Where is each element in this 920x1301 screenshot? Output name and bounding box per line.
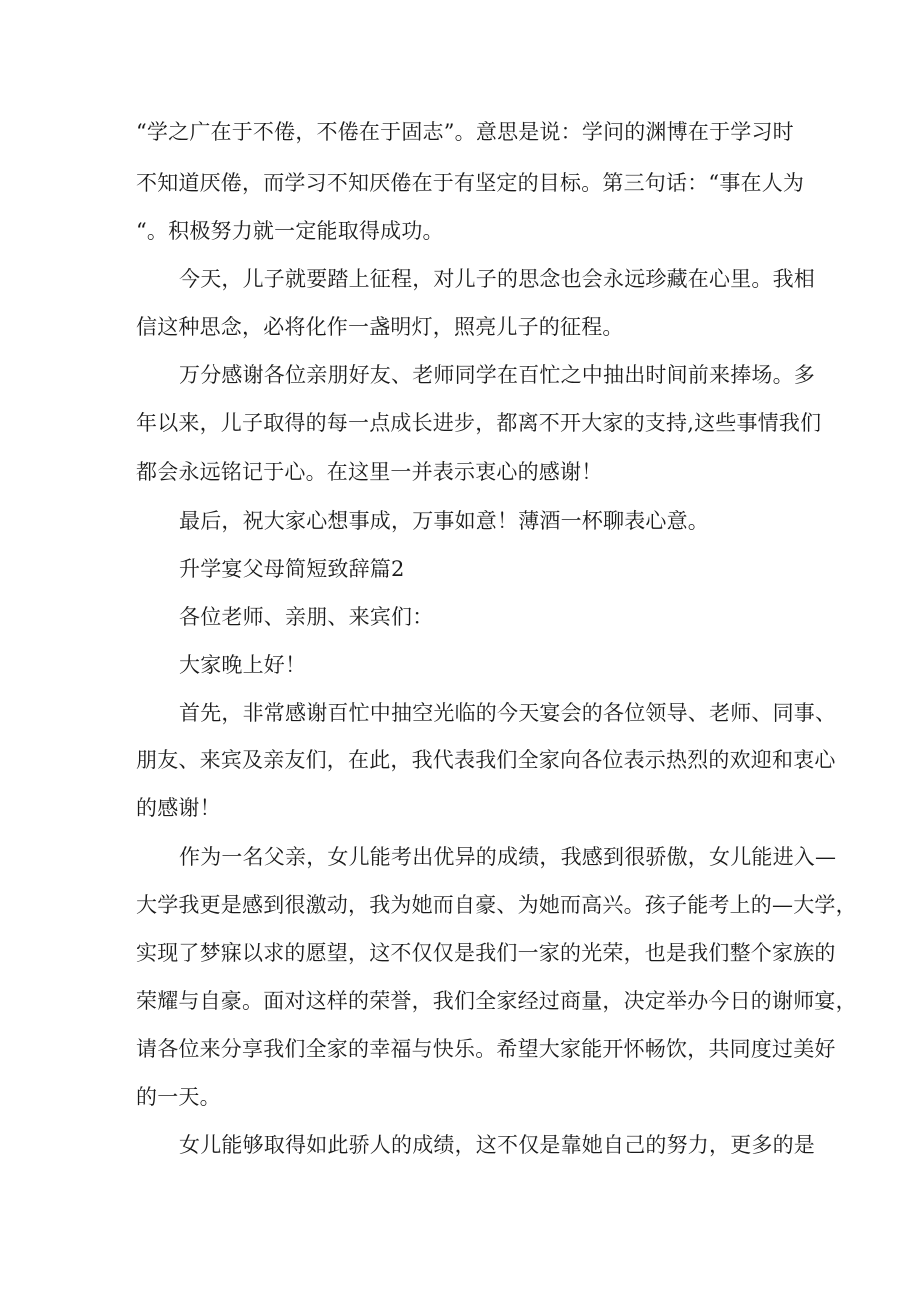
text-line-5: 信这种思念，必将化作一盏明灯，照亮儿子的征程。 xyxy=(136,315,624,339)
text-line-13: 首先，非常感谢百忙中抽空光临的今天宴会的各位领导、老师、同事、 xyxy=(179,701,837,725)
text-line-9: 最后，祝大家心想事成，万事如意！薄酒一杯聊表心意。 xyxy=(179,509,709,533)
text-line-12: 大家晚上好！ xyxy=(179,653,307,677)
text-line-7: 年以来，儿子取得的每一点成长进步，都离不开大家的支持,这些事情我们 xyxy=(136,411,822,435)
text-line-4: 今天，儿子就要踏上征程，对儿子的思念也会永远珍藏在心里。我相 xyxy=(179,267,815,291)
text-line-8: 都会永远铭记于心。在这里一并表示衷心的感谢！ xyxy=(136,460,603,484)
text-line-14: 朋友、来宾及亲友们，在此，我代表我们全家向各位表示热烈的欢迎和衷心 xyxy=(136,748,836,772)
text-line-2: 不知道厌倦，而学习不知厌倦在于有坚定的目标。第三句话：“事在人为 xyxy=(136,171,805,195)
text-line-6: 万分感谢各位亲朋好友、老师同学在百忙之中抽出时间前来捧场。多 xyxy=(179,363,815,387)
text-line-3: “。积极努力就一定能取得成功。 xyxy=(136,219,444,243)
text-line-16: 作为一名父亲，女儿能考出优异的成绩，我感到很骄傲，女儿能进入— xyxy=(179,845,837,869)
text-line-18: 实现了梦寐以求的愿望，这不仅仅是我们一家的光荣，也是我们整个家族的 xyxy=(136,941,836,965)
text-line-15: 的感谢！ xyxy=(136,796,221,820)
text-line-17: 大学我更是感到很激动，我为她而自豪、为她而高兴。孩子能考上的—大学， xyxy=(136,893,857,917)
text-line-11: 各位老师、亲朋、来宾们： xyxy=(179,605,434,629)
text-line-19: 荣耀与自豪。面对这样的荣誉，我们全家经过商量，决定举办今日的谢师宴， xyxy=(136,989,857,1013)
text-line-21: 的一天。 xyxy=(136,1085,221,1109)
text-line-1: “学之广在于不倦，不倦在于固志”。意思是说：学问的渊博在于学习时 xyxy=(136,120,794,144)
text-line-22: 女儿能够取得如此骄人的成绩，这不仅是靠她自己的努力，更多的是 xyxy=(179,1133,815,1157)
text-line-20: 请各位来分享我们全家的幸福与快乐。希望大家能开怀畅饮，共同度过美好 xyxy=(136,1037,836,1061)
section-heading: 升学宴父母简短致辞篇2 xyxy=(179,557,405,581)
